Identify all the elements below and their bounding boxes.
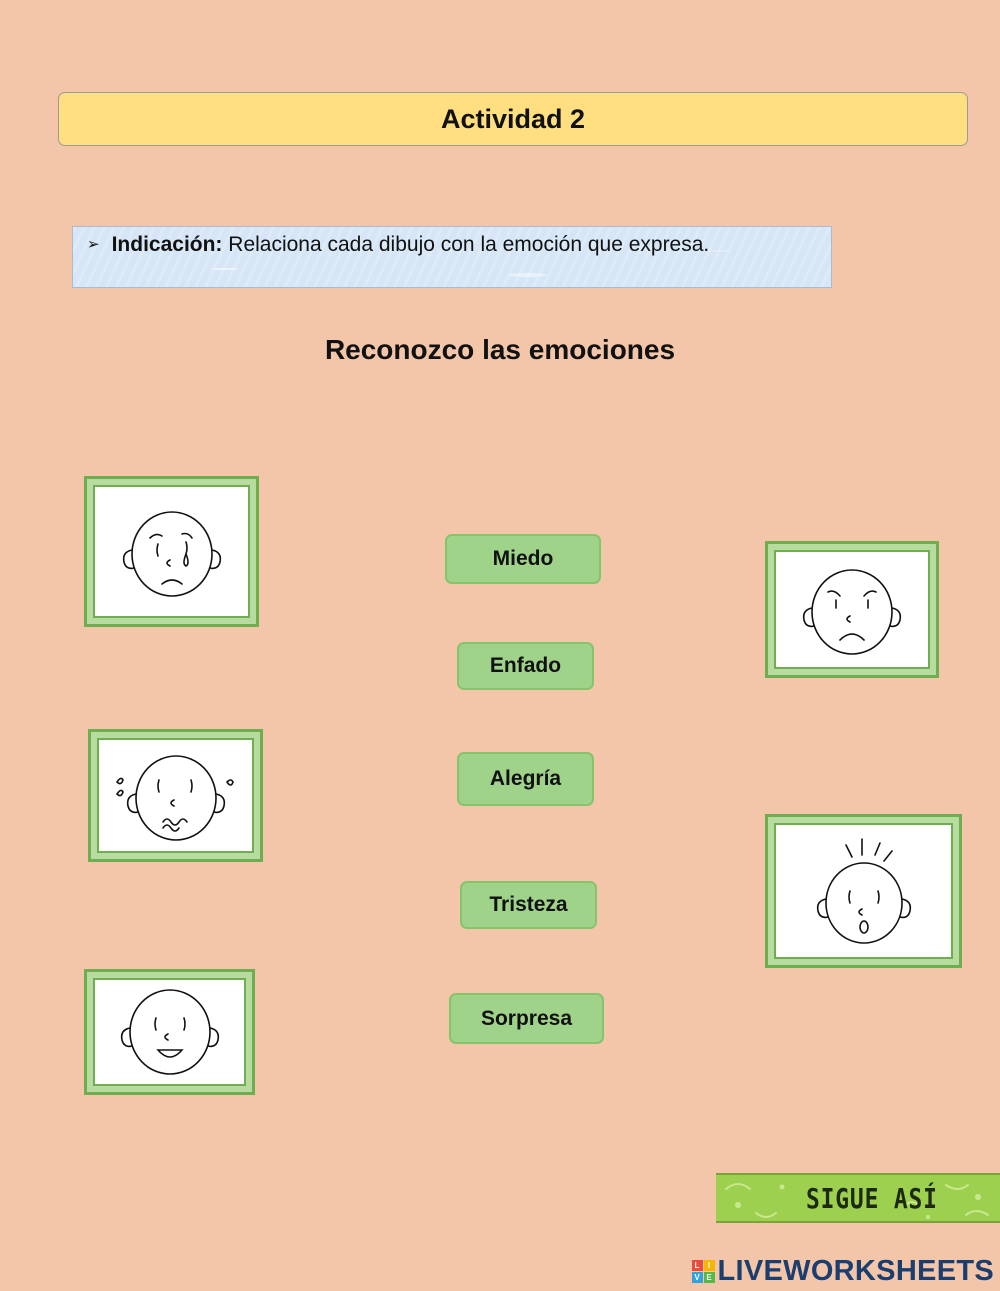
emotion-option-sorpresa[interactable]: Sorpresa [449, 993, 604, 1044]
face-card-angry[interactable] [765, 541, 939, 678]
instruction-text: Relaciona cada dibujo con la emoción que expresa. [222, 233, 710, 256]
badge-text: SIGUE ASÍ [806, 1182, 938, 1215]
liveworksheets-brand [692, 1253, 995, 1289]
surprised-face-icon [804, 831, 924, 951]
encouragement-badge [716, 1173, 1000, 1223]
arrow-bullet-icon: ➢ [87, 236, 100, 253]
emotion-option-alegria[interactable]: Alegría [457, 752, 594, 806]
happy-face-icon [110, 982, 230, 1082]
emotion-option-miedo[interactable]: Miedo [445, 534, 601, 584]
scared-face-icon [111, 746, 241, 846]
face-card-crying[interactable] [84, 476, 259, 627]
emotion-option-tristeza[interactable]: Tristeza [460, 881, 597, 929]
logo-letter: I [704, 1260, 715, 1271]
instruction-label: Indicación: [111, 233, 223, 256]
brand-name: LIVEWORKSHEETS [717, 1254, 994, 1287]
instruction-box [72, 226, 832, 288]
face-card-happy[interactable] [84, 969, 255, 1095]
section-subtitle: Reconozco las emociones [324, 334, 676, 365]
activity-title: Actividad 2 [58, 92, 968, 146]
angry-face-icon [792, 560, 912, 660]
logo-letter: L [692, 1260, 703, 1271]
emotion-option-enfado[interactable]: Enfado [457, 642, 594, 690]
logo-letter: V [692, 1272, 703, 1283]
face-card-surprised[interactable] [765, 814, 962, 968]
face-card-scared[interactable] [88, 729, 263, 862]
liveworksheets-logo-icon [692, 1260, 715, 1283]
logo-letter: E [704, 1272, 715, 1283]
crying-face-icon [112, 502, 232, 602]
